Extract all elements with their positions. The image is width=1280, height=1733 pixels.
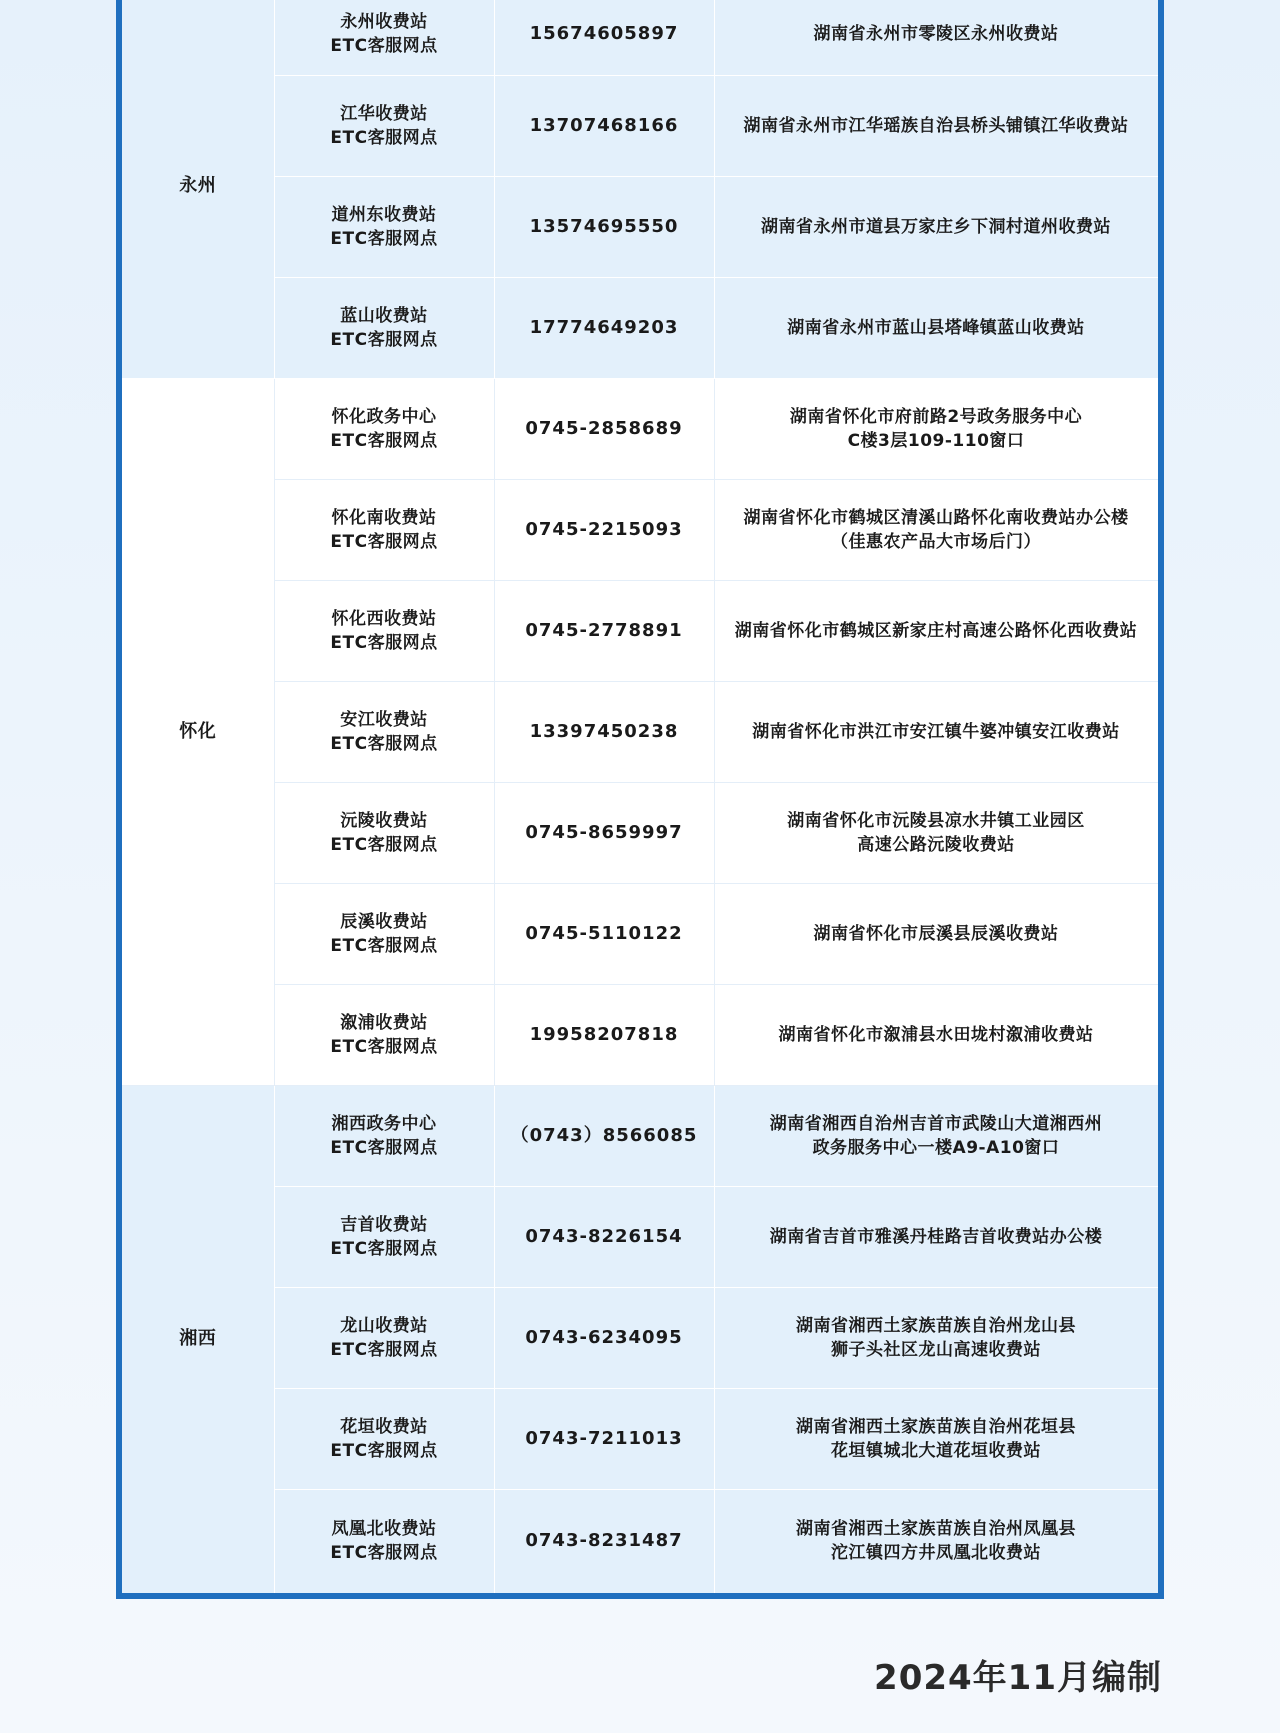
service-point-name-line: ETC客服网点 <box>330 1440 438 1461</box>
table-row <box>122 176 1158 277</box>
service-point-name-line: ETC客服网点 <box>330 733 438 754</box>
service-point-name-line: 湘西政务中心 <box>331 1113 437 1134</box>
service-point-name-line: ETC客服网点 <box>330 1238 438 1259</box>
service-point-name <box>274 1085 494 1186</box>
table-row <box>122 681 1158 782</box>
address-line: 湖南省怀化市沅陵县凉水井镇工业园区 <box>787 810 1085 831</box>
service-point-name <box>274 479 494 580</box>
phone-number: 0745-8659997 <box>494 782 714 883</box>
service-point-name-line: ETC客服网点 <box>330 531 438 552</box>
service-point-name-line: 永州收费站 <box>340 12 428 33</box>
address <box>714 75 1158 176</box>
service-point-name-line: ETC客服网点 <box>330 1543 438 1563</box>
service-point-name-line: ETC客服网点 <box>330 935 438 956</box>
phone-number: （0743）8566085 <box>494 1085 714 1186</box>
city-group <box>122 378 1158 1085</box>
service-point-name-line: 溆浦收费站 <box>340 1012 428 1033</box>
service-point-name <box>274 984 494 1085</box>
table-row <box>122 1388 1158 1489</box>
address-line: 湖南省怀化市辰溪县辰溪收费站 <box>813 923 1059 944</box>
phone-number: 0743-8226154 <box>494 1186 714 1287</box>
service-point-name-line: 怀化南收费站 <box>331 507 437 528</box>
address-line: 湖南省永州市蓝山县塔峰镇蓝山收费站 <box>787 317 1085 338</box>
address <box>714 479 1158 580</box>
phone-number: 0743-7211013 <box>494 1388 714 1489</box>
address-line: 湖南省湘西自治州吉首市武陵山大道湘西州 <box>769 1113 1103 1134</box>
phone-number: 0745-2215093 <box>494 479 714 580</box>
address <box>714 277 1158 378</box>
service-point-name-line: ETC客服网点 <box>330 228 438 249</box>
address-line: 狮子头社区龙山高速收费站 <box>831 1339 1041 1360</box>
address-line: 湖南省永州市江华瑶族自治县桥头铺镇江华收费站 <box>743 115 1129 136</box>
address <box>714 378 1158 479</box>
table-row <box>122 277 1158 378</box>
address <box>714 1489 1158 1593</box>
address <box>714 0 1158 75</box>
service-point-name-line: ETC客服网点 <box>330 430 438 451</box>
address <box>714 1186 1158 1287</box>
table-row <box>122 984 1158 1085</box>
service-point-name <box>274 1388 494 1489</box>
service-point-name <box>274 1186 494 1287</box>
service-point-name-line: 怀化政务中心 <box>331 406 437 427</box>
address <box>714 883 1158 984</box>
phone-number: 17774649203 <box>494 277 714 378</box>
table-row <box>122 1489 1158 1593</box>
address <box>714 580 1158 681</box>
phone-number: 13397450238 <box>494 681 714 782</box>
address <box>714 1388 1158 1489</box>
city-group <box>122 1085 1158 1593</box>
address-line: 湖南省怀化市溆浦县水田垅村溆浦收费站 <box>778 1024 1094 1045</box>
phone-number: 0743-6234095 <box>494 1287 714 1388</box>
address-line: 湖南省怀化市府前路2号政务服务中心 <box>789 406 1083 427</box>
table-row <box>122 0 1158 75</box>
address-line: 花垣镇城北大道花垣收费站 <box>831 1440 1041 1461</box>
address-line: （佳惠农产品大市场后门） <box>831 531 1041 552</box>
address-line: 湖南省湘西土家族苗族自治州花垣县 <box>796 1416 1076 1437</box>
service-point-name-line: 道州东收费站 <box>331 204 437 225</box>
phone-number: 0745-2858689 <box>494 378 714 479</box>
phone-number: 15674605897 <box>494 0 714 75</box>
service-point-name-line: ETC客服网点 <box>330 329 438 350</box>
service-point-name <box>274 782 494 883</box>
compiled-date-note: 2024年11月编制 <box>874 1658 1162 1698</box>
service-point-name-line: ETC客服网点 <box>330 1137 438 1158</box>
address-line: 政务服务中心一楼A9-A10窗口 <box>812 1137 1060 1158</box>
service-point-name-line: ETC客服网点 <box>330 834 438 855</box>
city-cell: 永州 <box>122 0 274 378</box>
service-point-name-line: 吉首收费站 <box>340 1214 428 1235</box>
address-line: 湖南省怀化市鹤城区清溪山路怀化南收费站办公楼 <box>743 507 1129 528</box>
service-point-name <box>274 883 494 984</box>
city-cell: 怀化 <box>122 378 274 1085</box>
service-point-name-line: ETC客服网点 <box>330 1036 438 1057</box>
table-row <box>122 1085 1158 1186</box>
address-line: 湖南省怀化市鹤城区新家庄村高速公路怀化西收费站 <box>734 620 1138 641</box>
service-point-name <box>274 681 494 782</box>
address-line: 湖南省吉首市雅溪丹桂路吉首收费站办公楼 <box>769 1226 1103 1247</box>
service-point-name-line: 辰溪收费站 <box>340 911 428 932</box>
service-point-name-line: ETC客服网点 <box>330 1339 438 1360</box>
service-point-name <box>274 75 494 176</box>
table-row <box>122 580 1158 681</box>
address <box>714 782 1158 883</box>
service-point-name-line: 怀化西收费站 <box>331 608 437 629</box>
service-point-name <box>274 580 494 681</box>
address <box>714 1287 1158 1388</box>
table-row <box>122 75 1158 176</box>
address-line: C楼3层109-110窗口 <box>847 430 1025 451</box>
service-point-name <box>274 277 494 378</box>
service-point-name <box>274 1489 494 1593</box>
service-point-name-line: 蓝山收费站 <box>340 305 428 326</box>
address <box>714 1085 1158 1186</box>
address-line: 湖南省湘西土家族苗族自治州龙山县 <box>796 1315 1076 1336</box>
service-point-name-line: ETC客服网点 <box>330 632 438 653</box>
service-point-name-line: ETC客服网点 <box>330 127 438 148</box>
service-point-name-line: 安江收费站 <box>340 709 428 730</box>
table-row <box>122 1186 1158 1287</box>
phone-number: 13574695550 <box>494 176 714 277</box>
table-row <box>122 782 1158 883</box>
service-point-name-line: 江华收费站 <box>340 103 428 124</box>
phone-number: 0745-5110122 <box>494 883 714 984</box>
phone-number: 19958207818 <box>494 984 714 1085</box>
address-line: 湖南省永州市零陵区永州收费站 <box>813 24 1059 45</box>
table-row <box>122 378 1158 479</box>
service-point-name-line: 花垣收费站 <box>340 1416 428 1437</box>
phone-number: 0743-8231487 <box>494 1489 714 1593</box>
service-point-name-line: 龙山收费站 <box>340 1315 428 1336</box>
table-row <box>122 1287 1158 1388</box>
city-cell: 湘西 <box>122 1085 274 1593</box>
service-point-name <box>274 0 494 75</box>
service-point-name <box>274 1287 494 1388</box>
address-line: 湖南省怀化市洪江市安江镇牛婆冲镇安江收费站 <box>752 721 1120 742</box>
etc-service-points-table <box>122 0 1159 1594</box>
service-point-name <box>274 378 494 479</box>
address-line: 湖南省湘西土家族苗族自治州凤凰县 <box>796 1519 1076 1539</box>
service-point-name <box>274 176 494 277</box>
etc-service-table <box>116 0 1164 1599</box>
address-line: 沱江镇四方井凤凰北收费站 <box>831 1543 1041 1563</box>
city-group <box>122 0 1158 378</box>
service-point-name-line: 凤凰北收费站 <box>331 1519 437 1539</box>
address <box>714 681 1158 782</box>
phone-number: 0745-2778891 <box>494 580 714 681</box>
address-line: 高速公路沅陵收费站 <box>857 834 1015 855</box>
address-line: 湖南省永州市道县万家庄乡下洞村道州收费站 <box>761 216 1111 237</box>
address <box>714 176 1158 277</box>
table-row <box>122 479 1158 580</box>
service-point-name-line: 沅陵收费站 <box>340 810 428 831</box>
service-point-name-line: ETC客服网点 <box>330 36 438 57</box>
table-row <box>122 883 1158 984</box>
phone-number: 13707468166 <box>494 75 714 176</box>
address <box>714 984 1158 1085</box>
